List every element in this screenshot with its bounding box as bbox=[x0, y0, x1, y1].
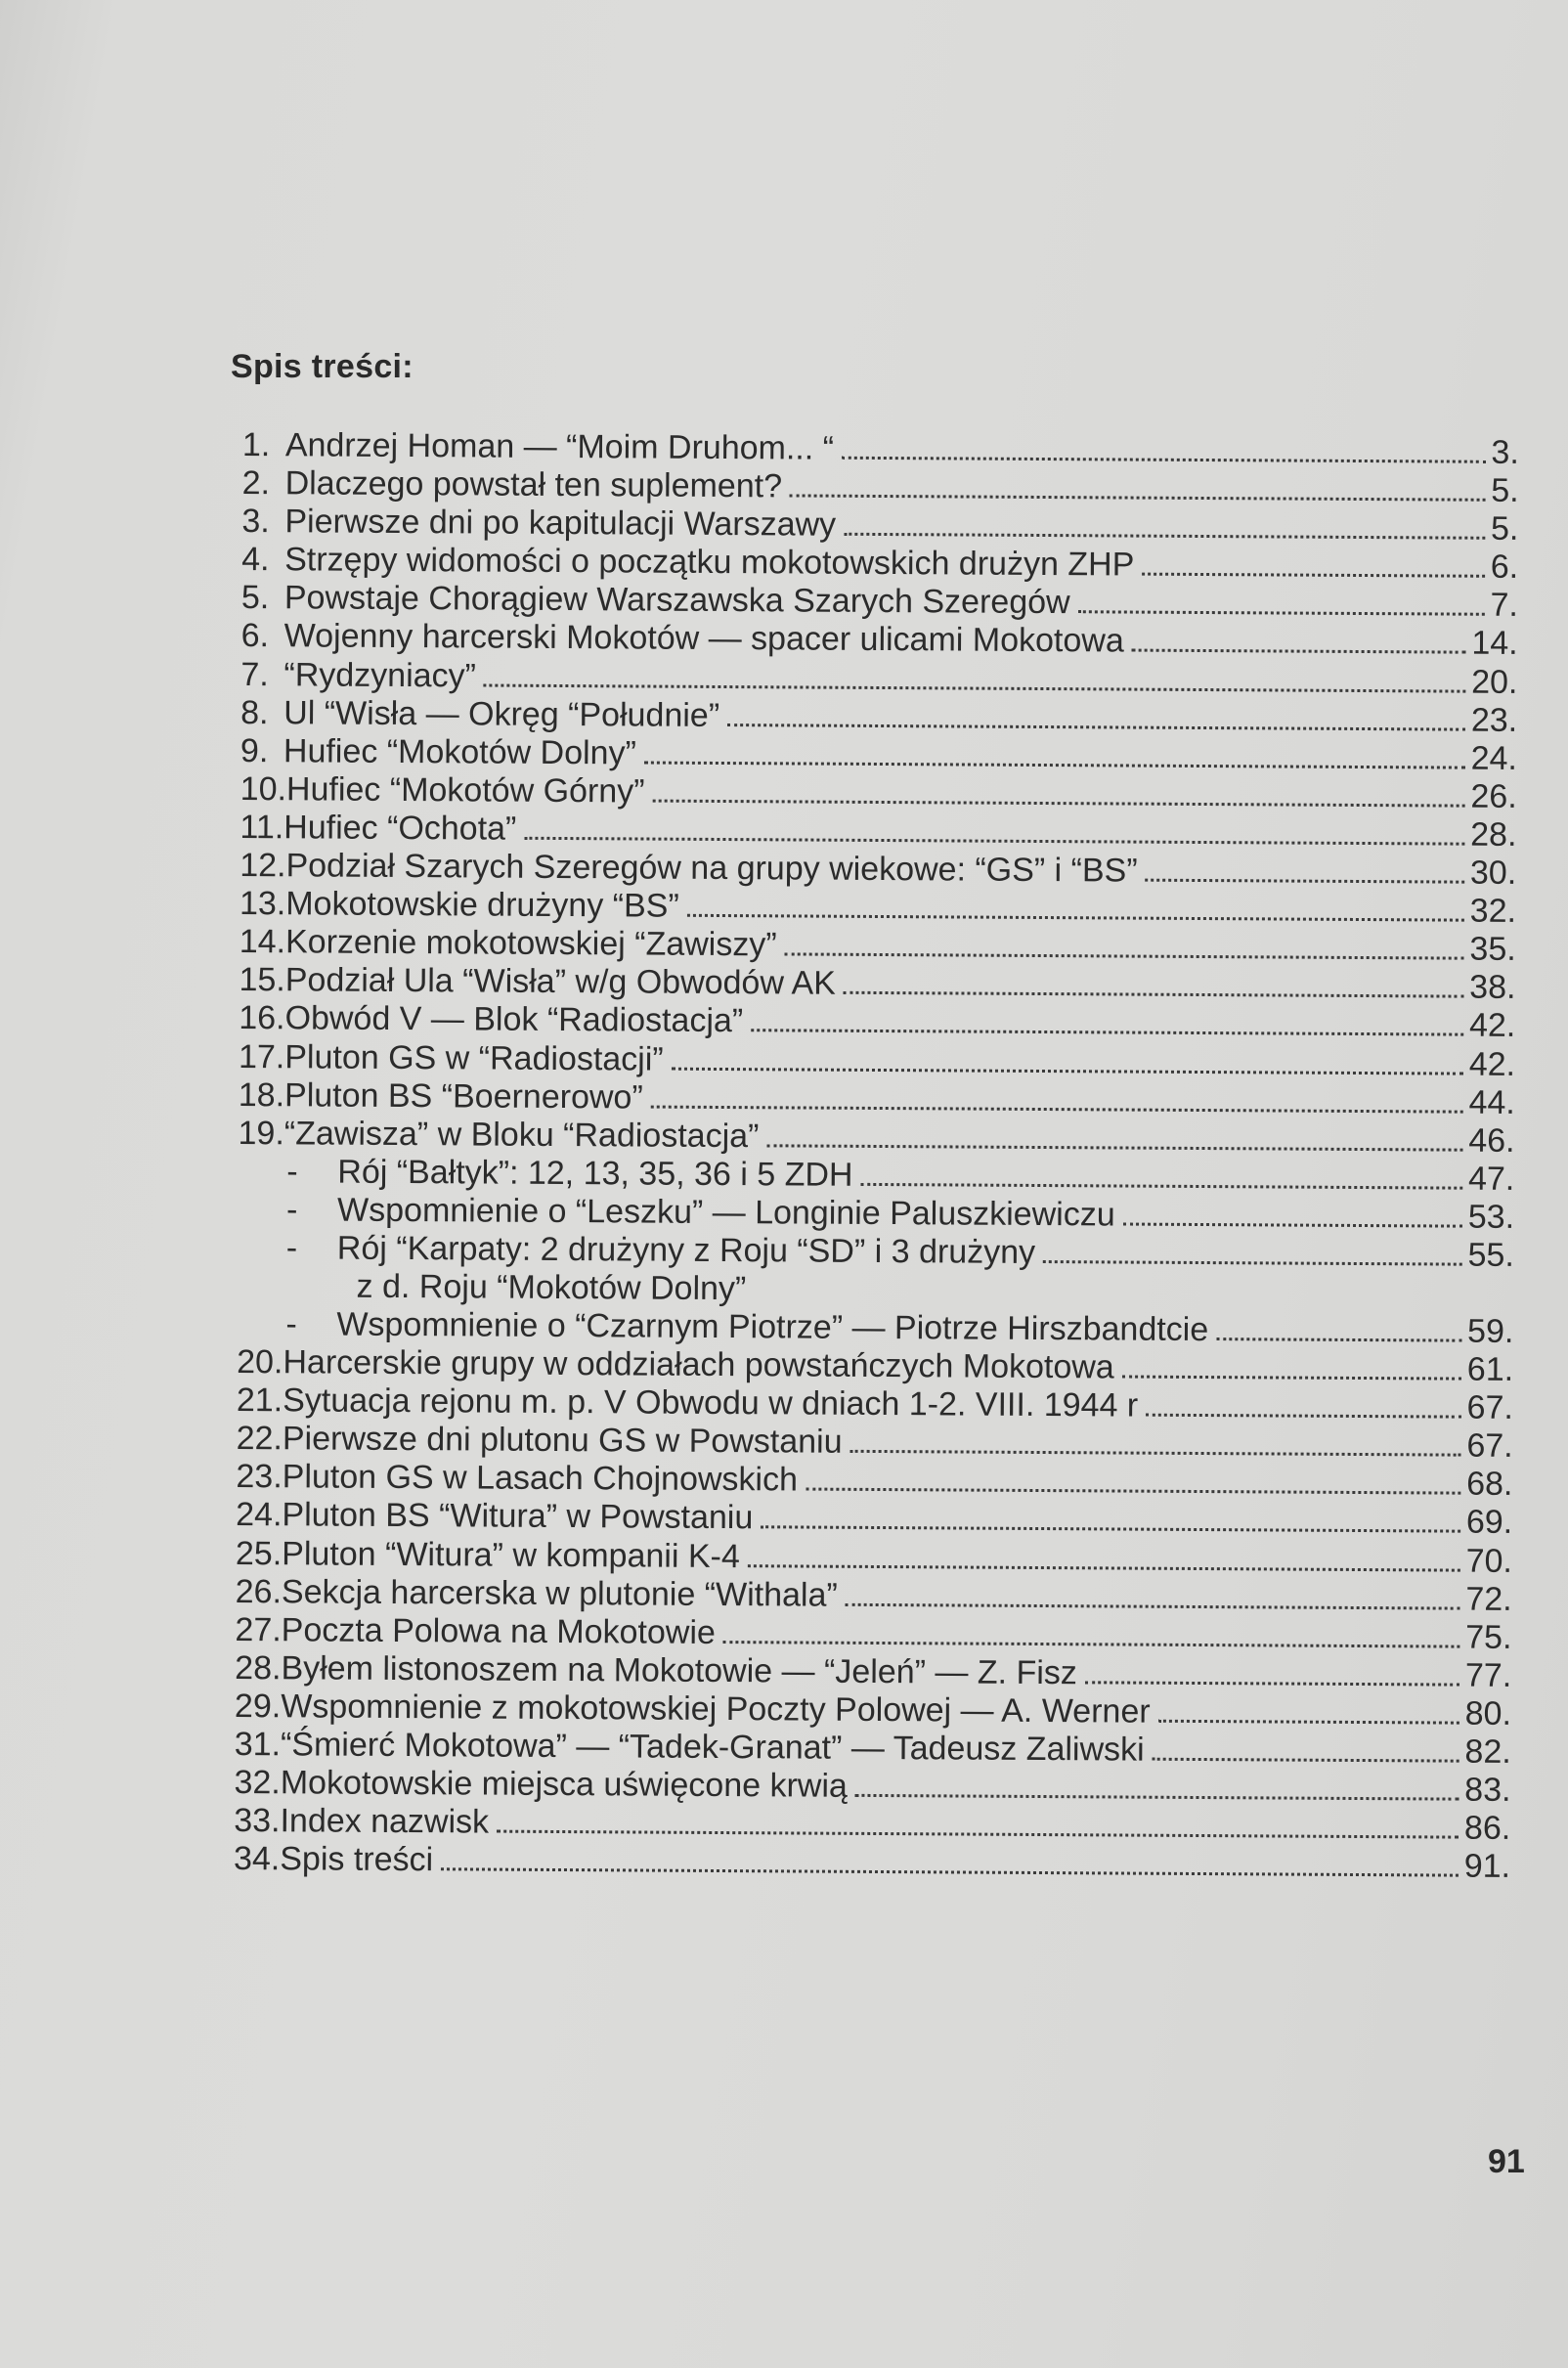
toc-entry-number: - bbox=[286, 1153, 298, 1191]
toc-entry-title-line1: Rój “Karpaty: 2 drużyny z Roju “SD” i 3 drużyny bbox=[336, 1229, 1036, 1271]
toc-entry-number: 5. bbox=[240, 579, 270, 617]
toc-entry-number: 13. bbox=[239, 885, 286, 923]
toc-entry-number: 24. bbox=[236, 1496, 283, 1534]
toc-entry-page: 55. bbox=[1467, 1236, 1514, 1274]
toc-entry-title: Dlaczego powstał ten suplement? bbox=[284, 464, 783, 505]
dot-leader bbox=[1085, 1681, 1459, 1686]
toc-entry-page: 77. bbox=[1464, 1656, 1512, 1694]
toc-entry-title: Pluton GS w “Radiostacji” bbox=[284, 1037, 664, 1078]
toc-entry-page: 20. bbox=[1471, 663, 1518, 701]
toc-entry-number: 18. bbox=[238, 1075, 285, 1114]
toc-entry-number: 16. bbox=[239, 999, 285, 1037]
toc-entry-number: 20. bbox=[237, 1343, 283, 1381]
dot-leader bbox=[727, 724, 1465, 731]
toc-entry-page: 5. bbox=[1491, 471, 1519, 510]
toc-entry-title: Wspomnienie z mokotowskiej Poczty Polowej — A. Werner bbox=[281, 1688, 1151, 1731]
toc-entry-number: 33. bbox=[234, 1802, 281, 1840]
dot-leader bbox=[844, 533, 1485, 540]
toc-entry-title: Wspomnienie o “Czarnym Piotrze” — Piotrze Hirszbandtcie bbox=[336, 1305, 1209, 1349]
toc-entry-title: Hufiec “Mokotów Górny” bbox=[285, 770, 645, 811]
dot-leader bbox=[651, 1105, 1463, 1113]
toc-entry bbox=[238, 1229, 1514, 1313]
toc-entry-title: “Śmierć Mokotowa” — “Tadek-Granat” — Tadeusz Zaliwski bbox=[280, 1726, 1145, 1769]
dot-leader bbox=[1122, 1376, 1461, 1381]
page-heading: Spis treści: bbox=[231, 348, 414, 385]
toc-entry-page: 59. bbox=[1466, 1312, 1514, 1350]
toc-entry-page: 32. bbox=[1469, 892, 1517, 931]
dot-leader bbox=[524, 837, 1464, 846]
dot-leader bbox=[761, 1526, 1460, 1533]
toc-entry-page: 82. bbox=[1464, 1732, 1511, 1771]
toc-entry-page: 28. bbox=[1470, 815, 1517, 854]
dot-leader bbox=[672, 1067, 1463, 1074]
toc-entry-number: - bbox=[285, 1305, 297, 1343]
toc-entry-number: 23. bbox=[236, 1458, 283, 1496]
toc-entry-number: 27. bbox=[235, 1610, 282, 1648]
dot-leader bbox=[1158, 1720, 1459, 1725]
dot-leader bbox=[790, 495, 1485, 502]
toc-entry-page: 72. bbox=[1465, 1580, 1512, 1618]
toc-entry-number: 3. bbox=[241, 503, 270, 541]
toc-entry-title: Podział Szarych Szeregów na grupy wiekowe: “GS” i “BS” bbox=[285, 847, 1138, 890]
toc-entry-page: 14. bbox=[1471, 625, 1518, 663]
toc-entry-page: 68. bbox=[1466, 1466, 1513, 1504]
toc-entry-page: 67. bbox=[1466, 1426, 1513, 1466]
toc-entry-page: 7. bbox=[1490, 587, 1519, 625]
dot-leader bbox=[1142, 573, 1484, 578]
toc-entry-number: 9. bbox=[240, 731, 269, 769]
toc-entry-page: 6. bbox=[1490, 548, 1519, 587]
toc-entry-number: 2. bbox=[241, 464, 271, 503]
dot-leader bbox=[751, 1030, 1463, 1036]
toc-entry-page: 35. bbox=[1469, 930, 1516, 969]
toc-entry-title: Hufiec “Mokotów Dolny” bbox=[283, 732, 636, 772]
toc-entry-page: 46. bbox=[1468, 1121, 1515, 1160]
toc-entry-number: - bbox=[285, 1229, 298, 1267]
dot-leader bbox=[1078, 611, 1485, 617]
toc-entry-page: 42. bbox=[1468, 1007, 1516, 1045]
toc-entry-number: 10. bbox=[240, 769, 287, 809]
toc-entry-page: 5. bbox=[1490, 509, 1519, 548]
toc-entry-title: Spis treści bbox=[280, 1840, 434, 1879]
toc-entry-title: Wspomnienie o “Leszku” — Longinie Paluszkiewiczu bbox=[336, 1191, 1115, 1234]
toc-entry-number: 29. bbox=[234, 1687, 282, 1726]
toc-entry-page: 86. bbox=[1463, 1809, 1511, 1848]
dot-leader bbox=[855, 1794, 1459, 1801]
toc-entry-number: 11. bbox=[240, 808, 284, 847]
toc-entry-page: 23. bbox=[1470, 701, 1518, 739]
dot-leader bbox=[1132, 649, 1466, 654]
dot-leader bbox=[1146, 879, 1464, 884]
toc-entry-title: Pierwsze dni plutonu GS w Powstaniu bbox=[282, 1420, 843, 1462]
toc-entry-title: Sytuacja rejonu m. p. V Obwodu w dniach 1-2. VIII. 1944 r bbox=[283, 1381, 1139, 1425]
dot-leader bbox=[441, 1868, 1459, 1877]
toc-entry-page: 53. bbox=[1467, 1198, 1515, 1236]
toc-entry-page: 61. bbox=[1466, 1350, 1514, 1389]
toc-entry-number: 21. bbox=[236, 1381, 283, 1420]
toc-entry-page: 47. bbox=[1467, 1160, 1515, 1198]
toc-entry-number: 25. bbox=[235, 1534, 283, 1572]
toc-entry-page: 44. bbox=[1468, 1083, 1515, 1121]
toc-entry-number: 26. bbox=[235, 1572, 283, 1610]
dot-leader bbox=[785, 953, 1464, 960]
table-of-contents bbox=[234, 426, 1519, 1886]
toc-entry-number: - bbox=[285, 1191, 298, 1229]
toc-entry-title: Pluton BS “Witura” w Powstaniu bbox=[282, 1496, 754, 1537]
dot-leader bbox=[687, 914, 1464, 922]
toc-entry-page: 69. bbox=[1465, 1504, 1513, 1542]
dot-leader bbox=[723, 1641, 1459, 1648]
toc-entry-title: Harcerskie grupy w oddziałach powstańczych Mokotowa bbox=[283, 1343, 1114, 1386]
toc-entry-number: 19. bbox=[238, 1114, 284, 1152]
toc-entry-page: 24. bbox=[1470, 739, 1518, 777]
toc-entry-number: 15. bbox=[239, 961, 285, 999]
dot-leader bbox=[849, 1450, 1460, 1457]
toc-entry-title: Pluton GS w Lasach Chojnowskich bbox=[282, 1458, 799, 1499]
dot-leader bbox=[846, 1602, 1460, 1609]
toc-entry-title: Ul “Wisła — Okręg “Południe” bbox=[283, 693, 720, 734]
toc-entry-title: Andrzej Homan — “Moim Druhom... “ bbox=[284, 426, 835, 467]
toc-entry-number: 34. bbox=[233, 1840, 281, 1878]
toc-entry-number: 28. bbox=[235, 1648, 282, 1688]
toc-entry-title-line2: z d. Roju “Mokotów Dolny” bbox=[356, 1267, 747, 1308]
toc-entry-title: Obwód V — Blok “Radiostacja” bbox=[284, 999, 744, 1040]
toc-entry-title: Pierwsze dni po kapitulacji Warszawy bbox=[284, 503, 837, 544]
toc-entry-number: 8. bbox=[240, 693, 269, 731]
toc-entry-page: 30. bbox=[1469, 854, 1517, 893]
toc-entry-number: 17. bbox=[238, 1037, 285, 1075]
toc-entry-title: Mokotowskie drużyny “BS” bbox=[285, 885, 679, 925]
toc-entry-title: Wojenny harcerski Mokotów — spacer ulicami Mokotowa bbox=[283, 617, 1124, 660]
toc-entry-title: Poczta Polowa na Mokotowie bbox=[281, 1610, 716, 1651]
toc-entry-title: Index nazwisk bbox=[280, 1802, 490, 1841]
toc-entry-title: Korzenie mokotowskiej “Zawiszy” bbox=[284, 923, 777, 964]
toc-entry-page: 3. bbox=[1491, 433, 1519, 471]
toc-entry-page: 83. bbox=[1464, 1771, 1511, 1810]
toc-entry-page: 67. bbox=[1466, 1388, 1514, 1427]
toc-entry-number: 4. bbox=[241, 541, 270, 579]
toc-entry-number: 1. bbox=[241, 426, 271, 464]
dot-leader bbox=[766, 1144, 1462, 1151]
dot-leader bbox=[748, 1564, 1460, 1571]
dot-leader bbox=[1146, 1414, 1460, 1419]
toc-entry-title: Podział Ula “Wisła” w/g Obwodów AK bbox=[284, 961, 837, 1003]
toc-entry-page: 75. bbox=[1465, 1618, 1512, 1656]
toc-entry-title: Powstaje Chorągiew Warszawska Szarych Szeregów bbox=[283, 579, 1070, 622]
toc-entry-title: Mokotowskie miejsca uświęcone krwią bbox=[280, 1764, 848, 1805]
dot-leader bbox=[1216, 1337, 1461, 1342]
toc-entry-title: Hufiec “Ochota” bbox=[283, 809, 517, 848]
toc-entry-number: 6. bbox=[240, 617, 270, 655]
page-number: 91 bbox=[1488, 2143, 1525, 2180]
dot-leader bbox=[844, 991, 1463, 998]
dot-leader bbox=[1043, 1260, 1461, 1266]
dot-leader bbox=[1153, 1758, 1459, 1763]
toc-entry-page: 70. bbox=[1465, 1542, 1513, 1580]
toc-entry-title: Sekcja harcerska w plutonie “Withala” bbox=[281, 1572, 838, 1614]
toc-entry-title: Rój “Bałtyk”: 12, 13, 35, 36 i 5 ZDH bbox=[337, 1153, 853, 1194]
dot-leader bbox=[860, 1183, 1462, 1190]
toc-entry-title bbox=[337, 1230, 1036, 1310]
dot-leader bbox=[497, 1830, 1459, 1839]
toc-entry-title: “Rydzyniacy” bbox=[283, 655, 477, 695]
toc-entry-title: Pluton “Witura” w kompanii K-4 bbox=[282, 1534, 740, 1575]
toc-entry-page: 42. bbox=[1468, 1045, 1516, 1083]
toc-entry-number: 22. bbox=[236, 1420, 283, 1458]
toc-entry bbox=[234, 1840, 1510, 1886]
toc-entry-page: 26. bbox=[1470, 777, 1517, 815]
dot-leader bbox=[1123, 1222, 1462, 1227]
toc-entry-number: 12. bbox=[240, 847, 286, 885]
dot-leader bbox=[484, 683, 1465, 692]
toc-entry-number: 14. bbox=[239, 923, 286, 961]
dot-leader bbox=[652, 799, 1464, 807]
toc-entry-title: Strzępy widomości o początku mokotowskich drużyn ZHP bbox=[284, 541, 1135, 584]
toc-entry-title: “Zawisza” w Bloku “Radiostacja” bbox=[283, 1114, 760, 1155]
toc-entry-page: 91. bbox=[1463, 1847, 1511, 1886]
toc-entry-page: 80. bbox=[1464, 1694, 1512, 1732]
toc-entry-number: 31. bbox=[234, 1725, 282, 1764]
dot-leader bbox=[644, 761, 1465, 768]
toc-entry-number: 32. bbox=[234, 1764, 281, 1802]
toc-entry-title: Pluton BS “Boernerowo” bbox=[283, 1075, 643, 1117]
dot-leader bbox=[806, 1488, 1460, 1495]
toc-entry-number: 7. bbox=[240, 655, 269, 693]
dot-leader bbox=[842, 457, 1486, 463]
toc-entry-page: 38. bbox=[1469, 968, 1516, 1007]
toc-entry-title: Byłem listonoszem na Mokotowie — “Jeleń” — Z. Fisz bbox=[281, 1649, 1077, 1692]
